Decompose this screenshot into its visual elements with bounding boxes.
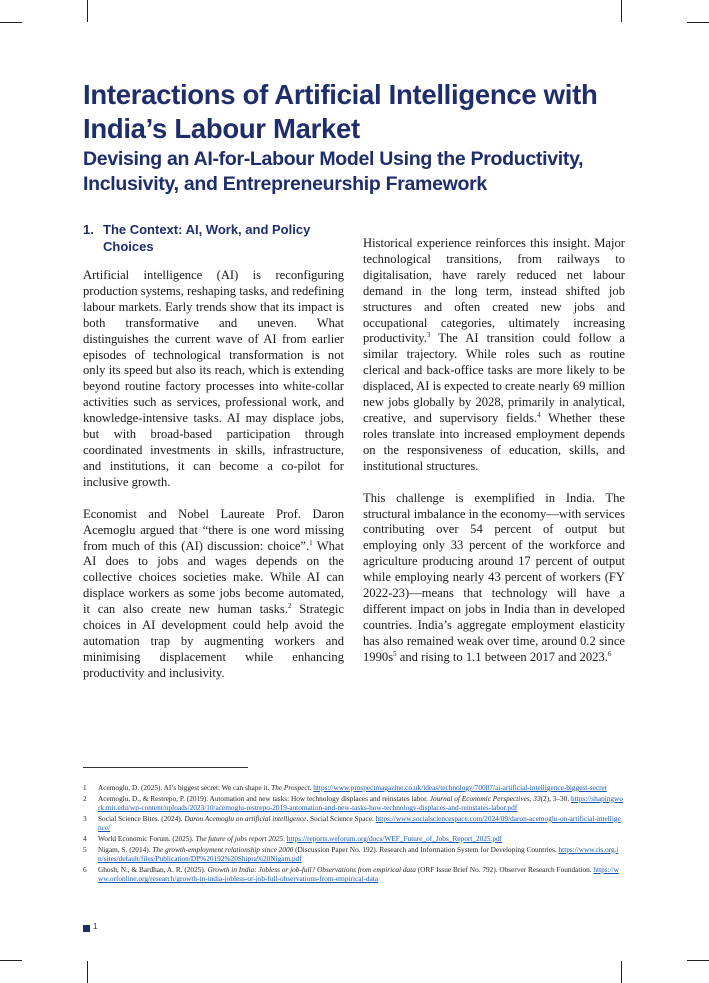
footnote-link[interactable]: https://www.socialsciencespace.com/2024/09/daron-acemoglu-on-artificial-intelligence/	[98, 813, 621, 833]
section-number: 1.	[83, 222, 94, 237]
footnote-italic: Journal of Economic Perspectives, 33	[429, 793, 541, 803]
page-title: Interactions of Artificial Intelligence with India’s Labour Market	[83, 79, 598, 144]
footnote	[83, 814, 623, 833]
footnote-link[interactable]: https://www.prospectmagazine.co.uk/ideas/technology/70087/ai-artificial-intelligence-biggest-secret	[313, 783, 607, 792]
page-number: 1	[93, 922, 98, 931]
footnote-text: (2), 3–30.	[540, 793, 571, 803]
paragraph	[83, 507, 344, 682]
section-heading	[83, 221, 343, 255]
footnote-ref[interactable]: 5	[393, 649, 397, 658]
footnote-divider	[83, 767, 248, 768]
text-run: and rising to 1.1 between 2017 and 2023.	[396, 649, 608, 664]
footnotes	[83, 783, 623, 885]
footnote-number: 1	[83, 783, 87, 792]
footnote-number: 5	[83, 844, 87, 854]
footnote-link[interactable]: https://www.orfonline.org/research/growth-in-india-jobless-or-job-full-observations-from-empirical-data	[98, 864, 619, 884]
footnote-italic: Growth in India: Jobless or job-full? Observations from empirical data	[207, 864, 416, 874]
footnote-italic: The Prospect	[271, 783, 310, 792]
text-run: Economist and Nobel Laureate Prof. Daron Acemoglu argued that “there is one word missing from much of this (AI) discussion: choice”.	[83, 506, 344, 553]
footnote	[83, 783, 623, 793]
text-run: What AI does to jobs and wages depends on the collective choices societies make. While AI can displace workers as some jobs become automated, it can also create new human tasks.	[83, 538, 344, 617]
text-run: This challenge is exemplified in India. The structural imbalance in the economy—with services contributing over 54 percent of output but employing only 33 percent of the workforce and agriculture producing around 17 percent of output while employing nearly 43 percent of workers (FY 2022-23)—means that technology will have a different impact on jobs in India than in developed countries. India’s aggregate employment elasticity has also remained weak over time, around 0.2 since 1990s	[363, 490, 625, 664]
crop-mark	[621, 0, 622, 22]
paragraph	[363, 491, 625, 666]
footnote-text: (Discussion Paper No. 192). Research and Information System for Developing Countries.	[293, 844, 559, 854]
crop-mark	[87, 0, 88, 22]
footnote-italic: Daron Acemoglu on artificial intelligence	[184, 813, 307, 823]
footnote-link[interactable]: https://reports.weforum.org/docs/WEF_Future_of_Jobs_Report_2025.pdf	[286, 833, 503, 843]
footnote-ref[interactable]: 3	[426, 331, 431, 340]
footnote-number: 2	[83, 793, 87, 803]
footnote-number: 6	[83, 864, 87, 874]
footnote-text: .	[309, 783, 314, 792]
footnote-text: Acemoglu, D., & Restrepo, P. (2019). Automation and new tasks: How technology displaces and reinstates labor.	[98, 793, 430, 803]
footnote-number: 3	[83, 813, 87, 823]
footnote-ref[interactable]: 6	[607, 649, 612, 658]
crop-mark	[687, 960, 709, 961]
section-heading-text: The Context: AI, Work, and Policy Choices	[103, 222, 311, 254]
footnote-italic: The growth-employment relationship since 2000	[152, 844, 294, 854]
crop-mark	[621, 961, 622, 983]
footnote	[83, 794, 623, 813]
footnote-ref[interactable]: 1	[309, 538, 313, 547]
left-column	[83, 268, 344, 698]
footnote-text: . Social Science Space.	[306, 813, 376, 823]
footnote-text: World Economic Forum. (2025).	[98, 833, 196, 843]
text-run: Whether these roles translate into increased employment depends on the responsiveness of education, skills, and institutional structures.	[363, 410, 625, 473]
footnote	[83, 865, 623, 884]
page-marker	[83, 925, 90, 932]
text-run: Historical experience reinforces this insight. Major technological transitions, from railways to digitalisation, have rarely reduced net labour demand in the long term, instead shifted job structures and often created new jobs and occupational categories, ultimately increasing productivity.	[363, 236, 625, 346]
footnote-italic: The future of jobs report 2025	[195, 833, 284, 843]
footnote-number: 4	[83, 833, 87, 843]
crop-mark	[0, 960, 22, 961]
text-run: The AI transition could follow a similar trajectory. While roles such as routine clerical and back-office tasks are more likely to be displaced, AI is expected to create nearly 69 million new jobs globally by 2028, primarily in analytical, creative, and supervisory fields.	[363, 331, 625, 425]
footnote-text: Ghosh, N., & Bardhan, A. R. (2025).	[98, 864, 208, 874]
crop-mark	[87, 961, 88, 983]
footnote-ref[interactable]: 2	[287, 602, 292, 611]
right-column	[363, 236, 625, 682]
footnote-link[interactable]: https://www.ris.org.in/sites/default/files/Publication/DP%20192%20Shipra%20Nigam.pdf	[98, 844, 619, 864]
footnote-text: (ORF Issue Brief No. 792). Observer Research Foundation.	[415, 864, 594, 874]
text-run: Strategic choices in AI development could help avoid the automation trap by augmenting workers and minimising displacement while enhancing productivity and inclusivity.	[83, 602, 344, 680]
crop-mark	[0, 22, 22, 23]
footnote	[83, 845, 623, 864]
paragraph	[363, 236, 625, 475]
paragraph: Artificial intelligence (AI) is reconfiguring production systems, reshaping tasks, and redefining labour markets. Early trends show that its impact is both transformative and uneven. What distinguishes the current wave of AI from earlier episodes of technological transformation is not only its speed but also its reach, which is extending beyond routine factory processes into white-collar activities such as services, professional work, and knowledge-intensive tasks. AI may displace jobs, but with broad-based participation through coordinated investments in skills, infrastructure, and institutions, it can become a co-pilot for inclusive growth.	[83, 268, 344, 489]
crop-mark	[687, 22, 709, 23]
footnote-text: Acemoglu, D. (2025). AI’s biggest secret: We can shape it.	[98, 783, 272, 792]
footnote-ref[interactable]: 4	[537, 410, 541, 419]
footnote-text: .	[283, 833, 287, 843]
footnote	[83, 834, 623, 844]
footnote-link[interactable]: https://shapingwork.mit.edu/wp-content/uploads/2023/10/acemoglu-restrepo-2019-automation-and-new-tasks-how-technology-displaces-and-reinstates-labor.pdf	[98, 793, 623, 813]
page-subtitle: Devising an AI-for-Labour Model Using the Productivity, Inclusivity, and Entrepreneurship Framework	[83, 148, 584, 195]
footnote-text: Social Science Bites. (2024).	[98, 813, 185, 823]
footnote-text: Nigam, S. (2014).	[98, 844, 153, 854]
